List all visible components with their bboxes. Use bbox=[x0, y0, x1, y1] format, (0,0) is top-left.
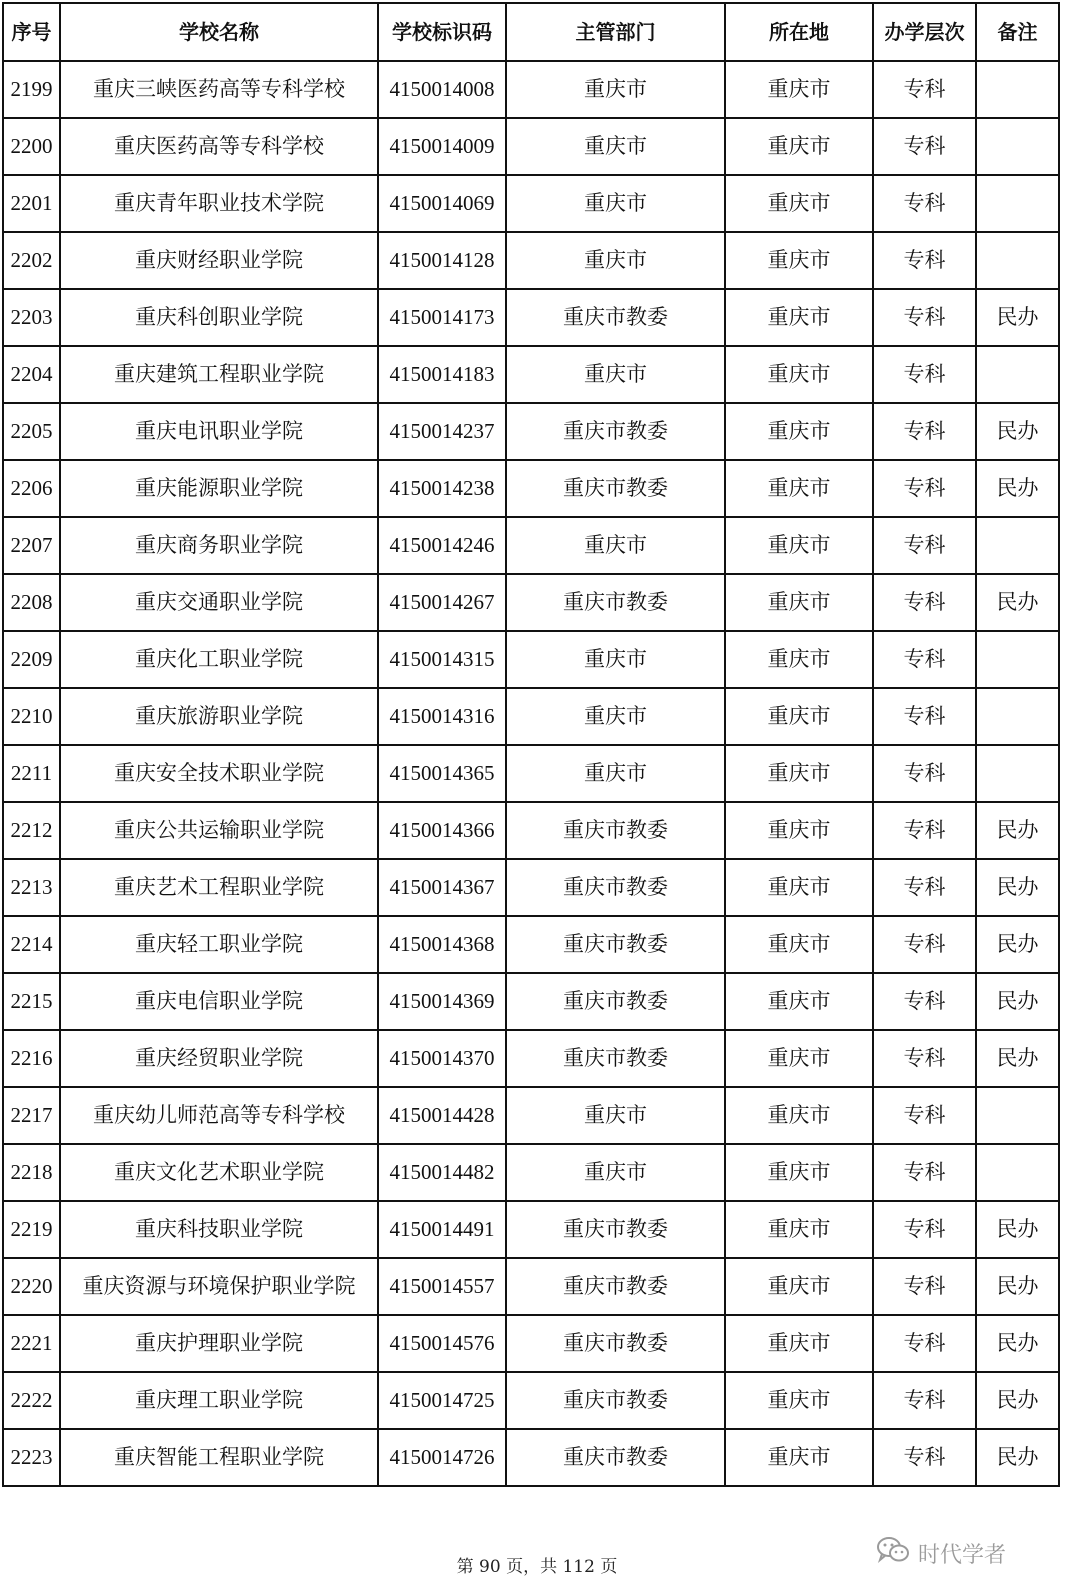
cell-location: 重庆市 bbox=[725, 1429, 873, 1486]
cell-school-name: 重庆建筑工程职业学院 bbox=[60, 346, 378, 403]
cell-authority: 重庆市教委 bbox=[506, 403, 725, 460]
table-header-row bbox=[3, 3, 1059, 61]
cell-school-name: 重庆旅游职业学院 bbox=[60, 688, 378, 745]
cell-school-name: 重庆电信职业学院 bbox=[60, 973, 378, 1030]
cell-level: 专科 bbox=[873, 517, 976, 574]
cell-school-code: 4150014367 bbox=[378, 859, 506, 916]
cell-school-name: 重庆商务职业学院 bbox=[60, 517, 378, 574]
cell-remark: 民办 bbox=[976, 1201, 1059, 1258]
table-row bbox=[3, 1030, 1059, 1087]
cell-location: 重庆市 bbox=[725, 631, 873, 688]
cell-school-name: 重庆财经职业学院 bbox=[60, 232, 378, 289]
cell-seq: 2205 bbox=[3, 403, 60, 460]
cell-authority: 重庆市教委 bbox=[506, 1372, 725, 1429]
cell-remark bbox=[976, 346, 1059, 403]
cell-level: 专科 bbox=[873, 232, 976, 289]
cell-location: 重庆市 bbox=[725, 688, 873, 745]
cell-location: 重庆市 bbox=[725, 232, 873, 289]
cell-remark bbox=[976, 1144, 1059, 1201]
cell-location: 重庆市 bbox=[725, 289, 873, 346]
cell-seq: 2223 bbox=[3, 1429, 60, 1486]
cell-school-code: 4150014370 bbox=[378, 1030, 506, 1087]
cell-school-name: 重庆理工职业学院 bbox=[60, 1372, 378, 1429]
cell-remark: 民办 bbox=[976, 802, 1059, 859]
cell-seq: 2206 bbox=[3, 460, 60, 517]
cell-school-name: 重庆经贸职业学院 bbox=[60, 1030, 378, 1087]
cell-school-name: 重庆公共运输职业学院 bbox=[60, 802, 378, 859]
table-row bbox=[3, 802, 1059, 859]
table-row bbox=[3, 688, 1059, 745]
table-row bbox=[3, 1429, 1059, 1486]
cell-location: 重庆市 bbox=[725, 1315, 873, 1372]
cell-level: 专科 bbox=[873, 802, 976, 859]
header-location: 所在地 bbox=[725, 3, 873, 61]
cell-location: 重庆市 bbox=[725, 1030, 873, 1087]
header-school-name: 学校名称 bbox=[60, 3, 378, 61]
cell-remark bbox=[976, 1087, 1059, 1144]
cell-remark bbox=[976, 745, 1059, 802]
cell-school-name: 重庆科创职业学院 bbox=[60, 289, 378, 346]
cell-authority: 重庆市 bbox=[506, 688, 725, 745]
cell-location: 重庆市 bbox=[725, 1372, 873, 1429]
header-level: 办学层次 bbox=[873, 3, 976, 61]
cell-school-name: 重庆化工职业学院 bbox=[60, 631, 378, 688]
cell-school-code: 4150014428 bbox=[378, 1087, 506, 1144]
cell-school-name: 重庆幼儿师范高等专科学校 bbox=[60, 1087, 378, 1144]
cell-location: 重庆市 bbox=[725, 61, 873, 118]
table-row bbox=[3, 631, 1059, 688]
cell-seq: 2222 bbox=[3, 1372, 60, 1429]
cell-school-name: 重庆轻工职业学院 bbox=[60, 916, 378, 973]
table-row bbox=[3, 517, 1059, 574]
cell-school-code: 4150014725 bbox=[378, 1372, 506, 1429]
cell-school-code: 4150014237 bbox=[378, 403, 506, 460]
cell-seq: 2212 bbox=[3, 802, 60, 859]
cell-location: 重庆市 bbox=[725, 1087, 873, 1144]
cell-seq: 2202 bbox=[3, 232, 60, 289]
cell-authority: 重庆市教委 bbox=[506, 1315, 725, 1372]
cell-school-code: 4150014315 bbox=[378, 631, 506, 688]
cell-school-code: 4150014246 bbox=[378, 517, 506, 574]
cell-remark bbox=[976, 175, 1059, 232]
table-row bbox=[3, 1258, 1059, 1315]
table-row bbox=[3, 289, 1059, 346]
cell-remark: 民办 bbox=[976, 1429, 1059, 1486]
cell-authority: 重庆市教委 bbox=[506, 460, 725, 517]
cell-authority: 重庆市教委 bbox=[506, 1201, 725, 1258]
cell-level: 专科 bbox=[873, 1144, 976, 1201]
cell-seq: 2210 bbox=[3, 688, 60, 745]
cell-authority: 重庆市 bbox=[506, 118, 725, 175]
cell-school-name: 重庆医药高等专科学校 bbox=[60, 118, 378, 175]
table-row bbox=[3, 1201, 1059, 1258]
cell-location: 重庆市 bbox=[725, 802, 873, 859]
cell-location: 重庆市 bbox=[725, 973, 873, 1030]
cell-location: 重庆市 bbox=[725, 1144, 873, 1201]
cell-authority: 重庆市 bbox=[506, 232, 725, 289]
cell-level: 专科 bbox=[873, 289, 976, 346]
cell-remark: 民办 bbox=[976, 574, 1059, 631]
cell-location: 重庆市 bbox=[725, 574, 873, 631]
cell-seq: 2201 bbox=[3, 175, 60, 232]
cell-school-name: 重庆科技职业学院 bbox=[60, 1201, 378, 1258]
cell-school-code: 4150014267 bbox=[378, 574, 506, 631]
table-row bbox=[3, 61, 1059, 118]
cell-school-code: 4150014482 bbox=[378, 1144, 506, 1201]
cell-remark: 民办 bbox=[976, 1030, 1059, 1087]
table-row bbox=[3, 745, 1059, 802]
cell-remark bbox=[976, 232, 1059, 289]
cell-school-code: 4150014238 bbox=[378, 460, 506, 517]
watermark-text: 时代学者 bbox=[918, 1542, 1007, 1568]
table-body bbox=[3, 61, 1059, 1486]
table-row bbox=[3, 1372, 1059, 1429]
cell-school-code: 4150014008 bbox=[378, 61, 506, 118]
cell-seq: 2218 bbox=[3, 1144, 60, 1201]
cell-authority: 重庆市 bbox=[506, 631, 725, 688]
cell-seq: 2215 bbox=[3, 973, 60, 1030]
cell-location: 重庆市 bbox=[725, 1258, 873, 1315]
cell-school-code: 4150014316 bbox=[378, 688, 506, 745]
cell-seq: 2217 bbox=[3, 1087, 60, 1144]
cell-authority: 重庆市教委 bbox=[506, 1429, 725, 1486]
table-row bbox=[3, 1087, 1059, 1144]
cell-level: 专科 bbox=[873, 175, 976, 232]
cell-authority: 重庆市教委 bbox=[506, 973, 725, 1030]
cell-location: 重庆市 bbox=[725, 517, 873, 574]
table-row bbox=[3, 1144, 1059, 1201]
cell-school-code: 4150014183 bbox=[378, 346, 506, 403]
cell-level: 专科 bbox=[873, 1429, 976, 1486]
cell-level: 专科 bbox=[873, 1372, 976, 1429]
cell-seq: 2208 bbox=[3, 574, 60, 631]
table-row bbox=[3, 574, 1059, 631]
cell-level: 专科 bbox=[873, 859, 976, 916]
table-row bbox=[3, 232, 1059, 289]
table-row bbox=[3, 175, 1059, 232]
cell-level: 专科 bbox=[873, 916, 976, 973]
cell-seq: 2199 bbox=[3, 61, 60, 118]
table-row bbox=[3, 916, 1059, 973]
cell-school-code: 4150014365 bbox=[378, 745, 506, 802]
cell-level: 专科 bbox=[873, 118, 976, 175]
school-table bbox=[2, 2, 1060, 1487]
cell-remark bbox=[976, 118, 1059, 175]
cell-seq: 2220 bbox=[3, 1258, 60, 1315]
cell-authority: 重庆市教委 bbox=[506, 916, 725, 973]
cell-location: 重庆市 bbox=[725, 460, 873, 517]
cell-school-code: 4150014069 bbox=[378, 175, 506, 232]
header-authority: 主管部门 bbox=[506, 3, 725, 61]
cell-school-code: 4150014576 bbox=[378, 1315, 506, 1372]
cell-authority: 重庆市教委 bbox=[506, 289, 725, 346]
cell-school-name: 重庆安全技术职业学院 bbox=[60, 745, 378, 802]
cell-authority: 重庆市教委 bbox=[506, 574, 725, 631]
cell-level: 专科 bbox=[873, 574, 976, 631]
cell-remark: 民办 bbox=[976, 859, 1059, 916]
cell-location: 重庆市 bbox=[725, 859, 873, 916]
table-row bbox=[3, 403, 1059, 460]
cell-location: 重庆市 bbox=[725, 346, 873, 403]
cell-authority: 重庆市 bbox=[506, 175, 725, 232]
cell-school-name: 重庆三峡医药高等专科学校 bbox=[60, 61, 378, 118]
cell-authority: 重庆市 bbox=[506, 745, 725, 802]
cell-seq: 2200 bbox=[3, 118, 60, 175]
cell-remark bbox=[976, 688, 1059, 745]
cell-school-name: 重庆艺术工程职业学院 bbox=[60, 859, 378, 916]
cell-location: 重庆市 bbox=[725, 118, 873, 175]
cell-school-code: 4150014128 bbox=[378, 232, 506, 289]
header-school-code: 学校标识码 bbox=[378, 3, 506, 61]
cell-level: 专科 bbox=[873, 1030, 976, 1087]
cell-school-code: 4150014368 bbox=[378, 916, 506, 973]
cell-remark bbox=[976, 631, 1059, 688]
cell-school-code: 4150014369 bbox=[378, 973, 506, 1030]
cell-location: 重庆市 bbox=[725, 403, 873, 460]
cell-seq: 2213 bbox=[3, 859, 60, 916]
cell-level: 专科 bbox=[873, 460, 976, 517]
cell-level: 专科 bbox=[873, 973, 976, 1030]
cell-remark: 民办 bbox=[976, 1258, 1059, 1315]
cell-school-code: 4150014009 bbox=[378, 118, 506, 175]
cell-level: 专科 bbox=[873, 61, 976, 118]
cell-school-name: 重庆能源职业学院 bbox=[60, 460, 378, 517]
cell-level: 专科 bbox=[873, 1087, 976, 1144]
cell-level: 专科 bbox=[873, 1201, 976, 1258]
cell-remark: 民办 bbox=[976, 460, 1059, 517]
cell-location: 重庆市 bbox=[725, 1201, 873, 1258]
cell-seq: 2221 bbox=[3, 1315, 60, 1372]
cell-remark: 民办 bbox=[976, 403, 1059, 460]
cell-authority: 重庆市教委 bbox=[506, 1258, 725, 1315]
cell-school-name: 重庆青年职业技术学院 bbox=[60, 175, 378, 232]
cell-level: 专科 bbox=[873, 631, 976, 688]
cell-school-name: 重庆文化艺术职业学院 bbox=[60, 1144, 378, 1201]
cell-seq: 2209 bbox=[3, 631, 60, 688]
cell-school-code: 4150014557 bbox=[378, 1258, 506, 1315]
cell-remark bbox=[976, 61, 1059, 118]
table-row bbox=[3, 973, 1059, 1030]
cell-seq: 2219 bbox=[3, 1201, 60, 1258]
cell-remark: 民办 bbox=[976, 973, 1059, 1030]
table-row bbox=[3, 859, 1059, 916]
table-row bbox=[3, 1315, 1059, 1372]
cell-remark: 民办 bbox=[976, 1315, 1059, 1372]
cell-seq: 2207 bbox=[3, 517, 60, 574]
cell-level: 专科 bbox=[873, 346, 976, 403]
cell-school-code: 4150014366 bbox=[378, 802, 506, 859]
cell-location: 重庆市 bbox=[725, 745, 873, 802]
cell-authority: 重庆市 bbox=[506, 1087, 725, 1144]
cell-seq: 2214 bbox=[3, 916, 60, 973]
cell-location: 重庆市 bbox=[725, 916, 873, 973]
header-seq: 序号 bbox=[3, 3, 60, 61]
header-remark: 备注 bbox=[976, 3, 1059, 61]
cell-authority: 重庆市教委 bbox=[506, 802, 725, 859]
cell-level: 专科 bbox=[873, 403, 976, 460]
cell-authority: 重庆市教委 bbox=[506, 1030, 725, 1087]
cell-school-name: 重庆资源与环境保护职业学院 bbox=[60, 1258, 378, 1315]
cell-school-code: 4150014491 bbox=[378, 1201, 506, 1258]
cell-school-name: 重庆交通职业学院 bbox=[60, 574, 378, 631]
cell-authority: 重庆市 bbox=[506, 61, 725, 118]
cell-seq: 2204 bbox=[3, 346, 60, 403]
table-row bbox=[3, 118, 1059, 175]
cell-authority: 重庆市教委 bbox=[506, 859, 725, 916]
table-row bbox=[3, 460, 1059, 517]
cell-level: 专科 bbox=[873, 688, 976, 745]
cell-school-name: 重庆电讯职业学院 bbox=[60, 403, 378, 460]
cell-school-code: 4150014173 bbox=[378, 289, 506, 346]
cell-seq: 2211 bbox=[3, 745, 60, 802]
cell-remark: 民办 bbox=[976, 916, 1059, 973]
cell-remark bbox=[976, 517, 1059, 574]
cell-authority: 重庆市 bbox=[506, 517, 725, 574]
page-footer: 第 90 页，共 112 页 bbox=[456, 1557, 618, 1577]
cell-authority: 重庆市 bbox=[506, 346, 725, 403]
cell-school-name: 重庆智能工程职业学院 bbox=[60, 1429, 378, 1486]
cell-level: 专科 bbox=[873, 1315, 976, 1372]
cell-level: 专科 bbox=[873, 745, 976, 802]
cell-level: 专科 bbox=[873, 1258, 976, 1315]
cell-seq: 2203 bbox=[3, 289, 60, 346]
cell-remark: 民办 bbox=[976, 1372, 1059, 1429]
cell-remark: 民办 bbox=[976, 289, 1059, 346]
cell-school-name: 重庆护理职业学院 bbox=[60, 1315, 378, 1372]
cell-school-code: 4150014726 bbox=[378, 1429, 506, 1486]
table-row bbox=[3, 346, 1059, 403]
cell-seq: 2216 bbox=[3, 1030, 60, 1087]
cell-authority: 重庆市 bbox=[506, 1144, 725, 1201]
cell-location: 重庆市 bbox=[725, 175, 873, 232]
